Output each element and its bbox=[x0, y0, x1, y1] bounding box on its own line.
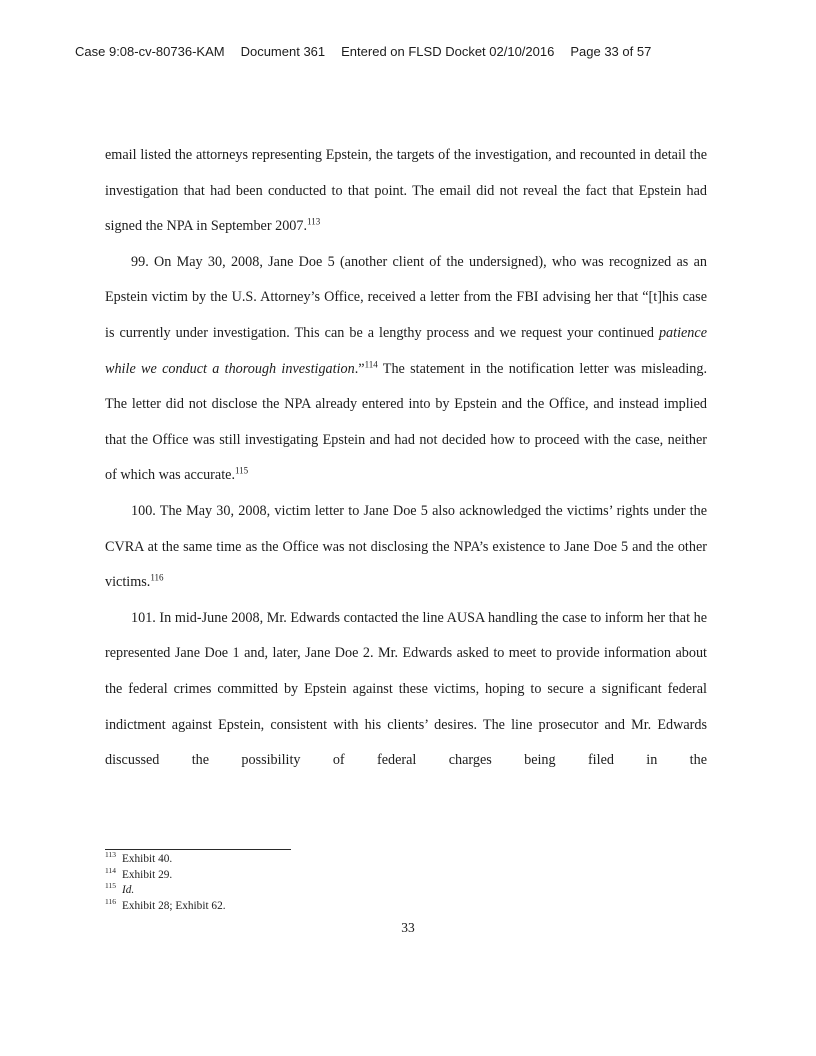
text-run: The statement in the notification letter was misleading. The letter did not disclose the NPA already entered into by Epstein and the Office, and instead implied that the Office was still investigating Epstein and had not decided how to proceed with the case, neither of which was accurate. bbox=[105, 360, 708, 484]
stamp-docket-entry: Entered on FLSD Docket 02/10/2016 bbox=[341, 44, 555, 59]
footnote-reference: 114 bbox=[364, 358, 378, 369]
body-paragraph bbox=[105, 601, 707, 779]
text-run: 100. The May 30, 2008, victim letter to Jane Doe 5 also acknowledged the victims’ rights under the CVRA at the same time as the Office was not disclosing the NPA’s existence to Jane Doe 5 and the other victims. bbox=[105, 502, 707, 591]
text-run: patience while we conduct a thorough investigation bbox=[105, 324, 707, 377]
footnote-reference: 113 bbox=[307, 216, 321, 227]
body-paragraph bbox=[105, 245, 707, 494]
footnote-text: Exhibit 28; Exhibit 62. bbox=[121, 899, 226, 912]
footnote-text: Id. bbox=[121, 884, 135, 896]
footnote-number: 116 bbox=[105, 896, 116, 906]
footnote-reference: 116 bbox=[150, 572, 164, 583]
body-paragraph bbox=[105, 494, 707, 601]
footnote-text: Exhibit 29. bbox=[121, 868, 173, 881]
footnote-reference: 115 bbox=[235, 465, 249, 476]
stamp-page-count: Page 33 of 57 bbox=[570, 44, 652, 59]
text-run: 99. On May 30, 2008, Jane Doe 5 (another client of the undersigned), who was recognized as an Epstein victim by the U.S. Attorney’s Office, received a letter from the FBI advising her that “[t]his case is currently under investigation. This can be a lengthy process and we request your continued bbox=[105, 253, 707, 341]
text-run: .” bbox=[354, 360, 365, 377]
footnote bbox=[105, 865, 707, 884]
body-paragraph bbox=[105, 138, 707, 245]
footnote-number: 113 bbox=[105, 850, 116, 860]
docket-stamp bbox=[75, 44, 755, 59]
stamp-document-number: Document 361 bbox=[240, 44, 326, 59]
footnote-number: 114 bbox=[105, 865, 116, 875]
text-run: 101. In mid-June 2008, Mr. Edwards contacted the line AUSA handling the case to inform her that he represented Jane Doe 1 and, later, Jane Doe 2. Mr. Edwards asked to meet to provide information about the federal crimes committed by Epstein against these victims, hoping to secure a significant federal indictment against Epstein, consistent with his clients’ desires. The line prosecutor and Mr. Edwards discussed the possibility of federal charges being filed in the bbox=[105, 609, 707, 769]
footnote-number: 115 bbox=[105, 881, 116, 891]
footnote bbox=[105, 896, 707, 915]
footnote-text: Exhibit 40. bbox=[121, 853, 173, 865]
stamp-case-number: Case 9:08-cv-80736-KAM bbox=[75, 44, 225, 59]
document-body bbox=[105, 138, 707, 779]
page-number: 33 bbox=[401, 920, 415, 935]
footnote-separator bbox=[105, 849, 291, 850]
footnote bbox=[105, 852, 707, 868]
footnote bbox=[105, 883, 707, 899]
text-run: email listed the attorneys representing Epstein, the targets of the investigation, and recounted in detail the investigation that had been conducted to that point. The email did not reveal the fact that Epstein had signed the NPA in September 2007. bbox=[105, 147, 707, 235]
footnotes-list bbox=[105, 852, 707, 914]
